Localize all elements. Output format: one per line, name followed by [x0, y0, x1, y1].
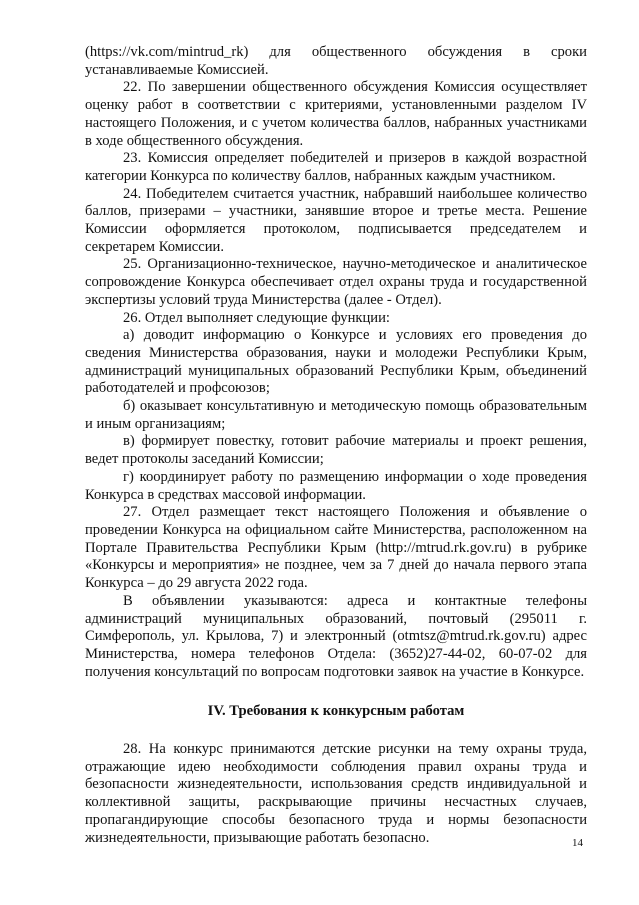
paragraph-28: 28. На конкурс принимаются детские рисунки на тему охраны труда, отражающие идею необходимости соблюдения правил охраны труда и безопасности жизнедеятельности, использования средств индивидуальной и коллективной защиты, раскрывающие причины несчастных случаев, пропагандирующие способы безопасного труда и нормы безопасности жизнедеятельности, призывающие работать безопасно. — [85, 741, 587, 846]
paragraph-26c: в) формирует повестку, готовит рабочие материалы и проект решения, ведет протоколы заседаний Комиссии; — [85, 433, 587, 468]
paragraph-26b: б) оказывает консультативную и методическую помощь образовательным и иным организациям; — [85, 398, 587, 432]
paragraph-26: 26. Отдел выполняет следующие функции: — [123, 309, 390, 326]
page-number: 14 — [572, 837, 583, 849]
paragraph-27: 27. Отдел размещает текст настоящего Положения и объявление о проведении Конкурса на официальном сайте Министерства, расположенном на Портале Правительства Республики Крым (http://mtrud.rk.gov.ru) в рубрике «Конкурсы и мероприятия» не позднее, чем за 7 дней до начала первого этапа Конкурса – до 29 августа 2022 года. — [85, 504, 587, 592]
document-body — [85, 44, 587, 847]
paragraph-27-announcement: В объявлении указываются: адреса и контактные телефоны администраций муниципальных образований, почтовый (295011 г. Симферополь, ул. Крылова, 7) и электронный (otmtsz@mtrud.rk.gov.ru) адрес Министерства, номера телефонов Отдела: (3652)27-44-02, 60-07-02 для получения консультаций по вопросам подготовки заявок на участие в Конкурсе. — [85, 592, 587, 680]
paragraph-24: 24. Победителем считается участник, набравший наибольшее количество баллов, призерами – участники, занявшие второе и третье места. Решение Комиссии оформляется протоколом, подписывается председателем и секретарем Комиссии. — [85, 185, 587, 255]
paragraph-26a: а) доводит информацию о Конкурсе и условиях его проведения до сведения Министерства образования, науки и молодежи Республики Крым, администраций муниципальных образований Республики Крым, объединений работодателей и профсоюзов; — [85, 327, 587, 397]
paragraph-23: 23. Комиссия определяет победителей и призеров в каждой возрастной категории Конкурса по количеству баллов, набранных каждым участником. — [85, 150, 587, 184]
paragraph-22: 22. По завершении общественного обсуждения Комиссия осуществляет оценку работ в соответствии с критериями, установленными разделом IV настоящего Положения, и с учетом количества баллов, набранных участниками в ходе общественного обсуждения. — [85, 79, 587, 149]
section-heading: IV. Требования к конкурсным работам — [207, 703, 465, 720]
paragraph-25: 25. Организационно-техническое, научно-методическое и аналитическое сопровождение Конкурса обеспечивает отдел охраны труда и государственной экспертизы условий труда Министерства (далее - Отдел). — [85, 256, 587, 308]
paragraph-continuation: (https://vk.com/mintrud_rk) для общественного обсуждения в сроки устанавливаемые Комиссией. — [85, 44, 587, 78]
paragraph-26d: г) координирует работу по размещению информации о ходе проведения Конкурса в средствах массовой информации. — [85, 468, 587, 503]
